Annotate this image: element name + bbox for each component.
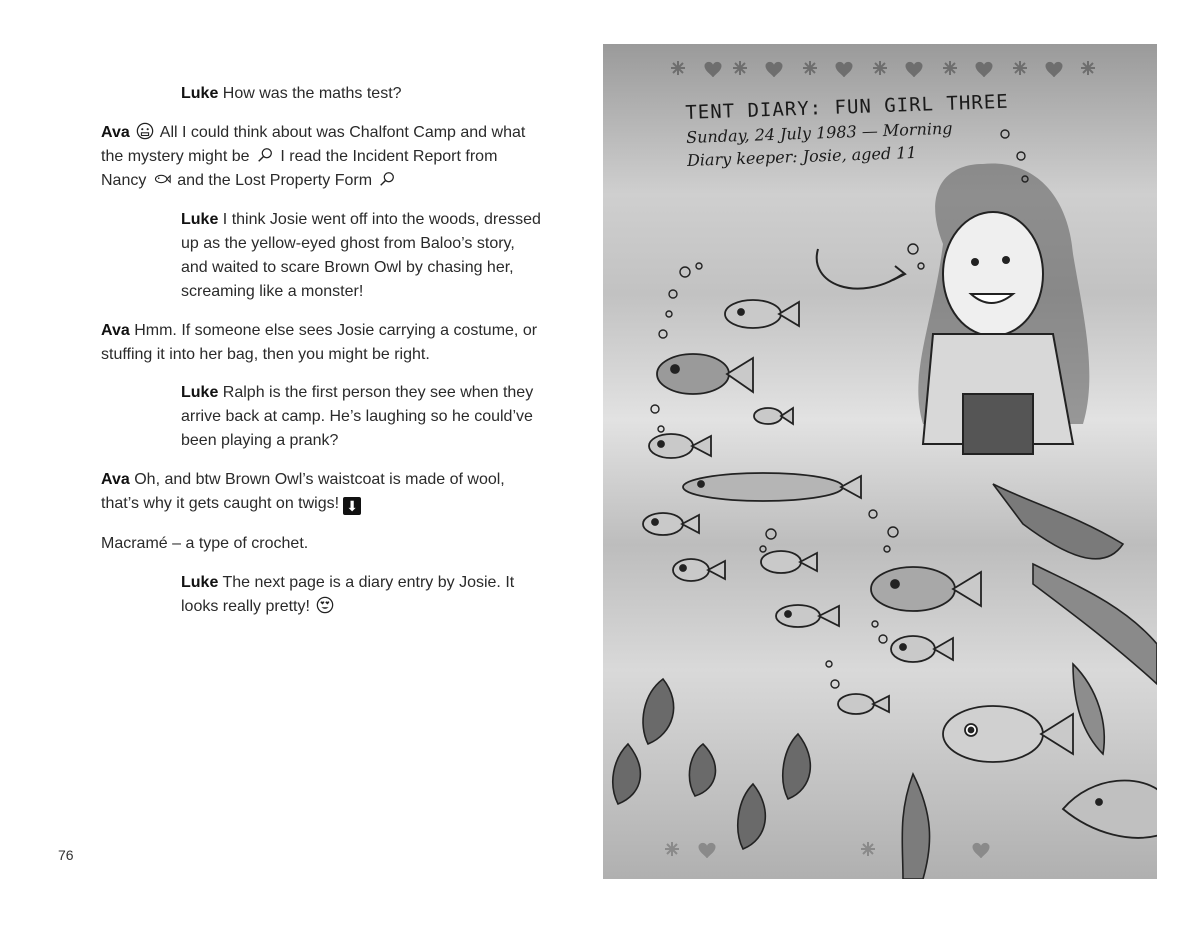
fish-icon [153, 170, 171, 188]
arrow-icon [817, 249, 903, 289]
message-text: stuffing it into her bag, then you might be right. [101, 346, 430, 363]
fish-icon [683, 473, 861, 501]
message-text: up as the yellow-eyed ghost from Baloo’s story, [181, 235, 515, 252]
message-text: Nancy [101, 172, 147, 189]
message-text: I think Josie went off into the woods, dressed [222, 211, 541, 228]
fish-icon [657, 354, 753, 394]
message-text: Hmm. If someone else sees Josie carrying a costume, or [134, 322, 538, 339]
glossary-note [101, 532, 541, 556]
message-ava-2 [101, 319, 541, 367]
speaker-name: Ava [101, 471, 130, 488]
fish-icon [673, 559, 725, 581]
fish-icon [643, 513, 699, 535]
message-text: and the Lost Property Form [172, 172, 373, 189]
diary-date: Sunday, 24 July 1983 — Morning [685, 118, 953, 147]
heart-icon [973, 843, 989, 858]
star-icon [733, 61, 747, 75]
fish-icon [1063, 780, 1157, 837]
heart-eyes-icon [316, 596, 334, 614]
heart-icon [1046, 62, 1062, 77]
message-text: arrive back at camp. He’s laughing so he could’ve [181, 408, 533, 425]
heart-icon [976, 62, 992, 77]
fish-icon [943, 706, 1073, 762]
star-icon [671, 61, 685, 75]
worried-face-icon [136, 122, 154, 140]
magnifier-icon [378, 170, 396, 188]
diary-illustration [603, 44, 1157, 879]
underwater-scene [603, 44, 1157, 879]
star-icon [665, 842, 679, 856]
fish-icon [649, 434, 711, 458]
magnifier-icon [256, 146, 274, 164]
message-text: How was the maths test? [218, 85, 402, 102]
star-heart-border-bottom [665, 842, 989, 858]
heart-icon [705, 62, 721, 77]
fish-icon [838, 694, 889, 714]
message-luke-4 [181, 571, 551, 619]
message-text: The next page is a diary entry by Josie. It [222, 574, 515, 591]
speaker-name: Luke [181, 384, 219, 401]
fish-icon [725, 300, 799, 328]
speaker-name: Luke [181, 85, 219, 102]
message-ava-3 [101, 468, 541, 516]
star-heart-border-top [671, 61, 1095, 77]
seaweed-icon [613, 484, 1157, 879]
message-text: and waited to scare Brown Owl by chasing her, [181, 259, 514, 276]
speaker-name: Ava [101, 124, 130, 141]
message-text: the mystery might be [101, 148, 250, 165]
message-ava-1 [101, 121, 541, 193]
star-icon [943, 61, 957, 75]
diary-caption [685, 91, 1011, 170]
speaker-name: Luke [181, 211, 219, 228]
diary-title: TENT DIARY: FUN GIRL THREE [685, 90, 1009, 124]
fish-icon [871, 567, 981, 611]
left-page [0, 0, 590, 931]
girl-portrait [918, 164, 1089, 454]
down-arrow-icon: ⬇ [343, 497, 361, 515]
heart-icon [766, 62, 782, 77]
message-text: Ralph is the first person they see when they [222, 384, 534, 401]
star-icon [1013, 61, 1027, 75]
message-text: been playing a prank? [181, 432, 339, 449]
page-number: 76 [58, 847, 74, 863]
message-text: looks really pretty! [181, 598, 310, 615]
speaker-name: Ava [101, 322, 130, 339]
message-text: I read the Incident Report from [275, 148, 498, 165]
heart-icon [699, 843, 715, 858]
speaker-name: Luke [181, 574, 219, 591]
message-luke-2 [181, 208, 551, 304]
diary-keeper: Diary keeper: Josie, aged 11 [686, 142, 917, 170]
heart-icon [836, 62, 852, 77]
message-text: Macramé – a type of crochet. [101, 535, 309, 552]
message-luke-1 [181, 82, 551, 106]
message-text: Oh, and btw Brown Owl’s waistcoat is made of wool, [134, 471, 505, 488]
message-text: All I could think about was Chalfont Camp and what [156, 124, 526, 141]
fish-icon [754, 408, 793, 424]
star-icon [873, 61, 887, 75]
message-text: that’s why it gets caught on twigs! [101, 495, 340, 512]
fish-icon [891, 636, 953, 662]
fish-icon [776, 605, 839, 627]
star-icon [861, 842, 875, 856]
fish-icon [761, 551, 817, 573]
star-icon [803, 61, 817, 75]
message-luke-3 [181, 381, 551, 453]
heart-icon [906, 62, 922, 77]
star-icon [1081, 61, 1095, 75]
message-text: screaming like a monster! [181, 283, 364, 300]
